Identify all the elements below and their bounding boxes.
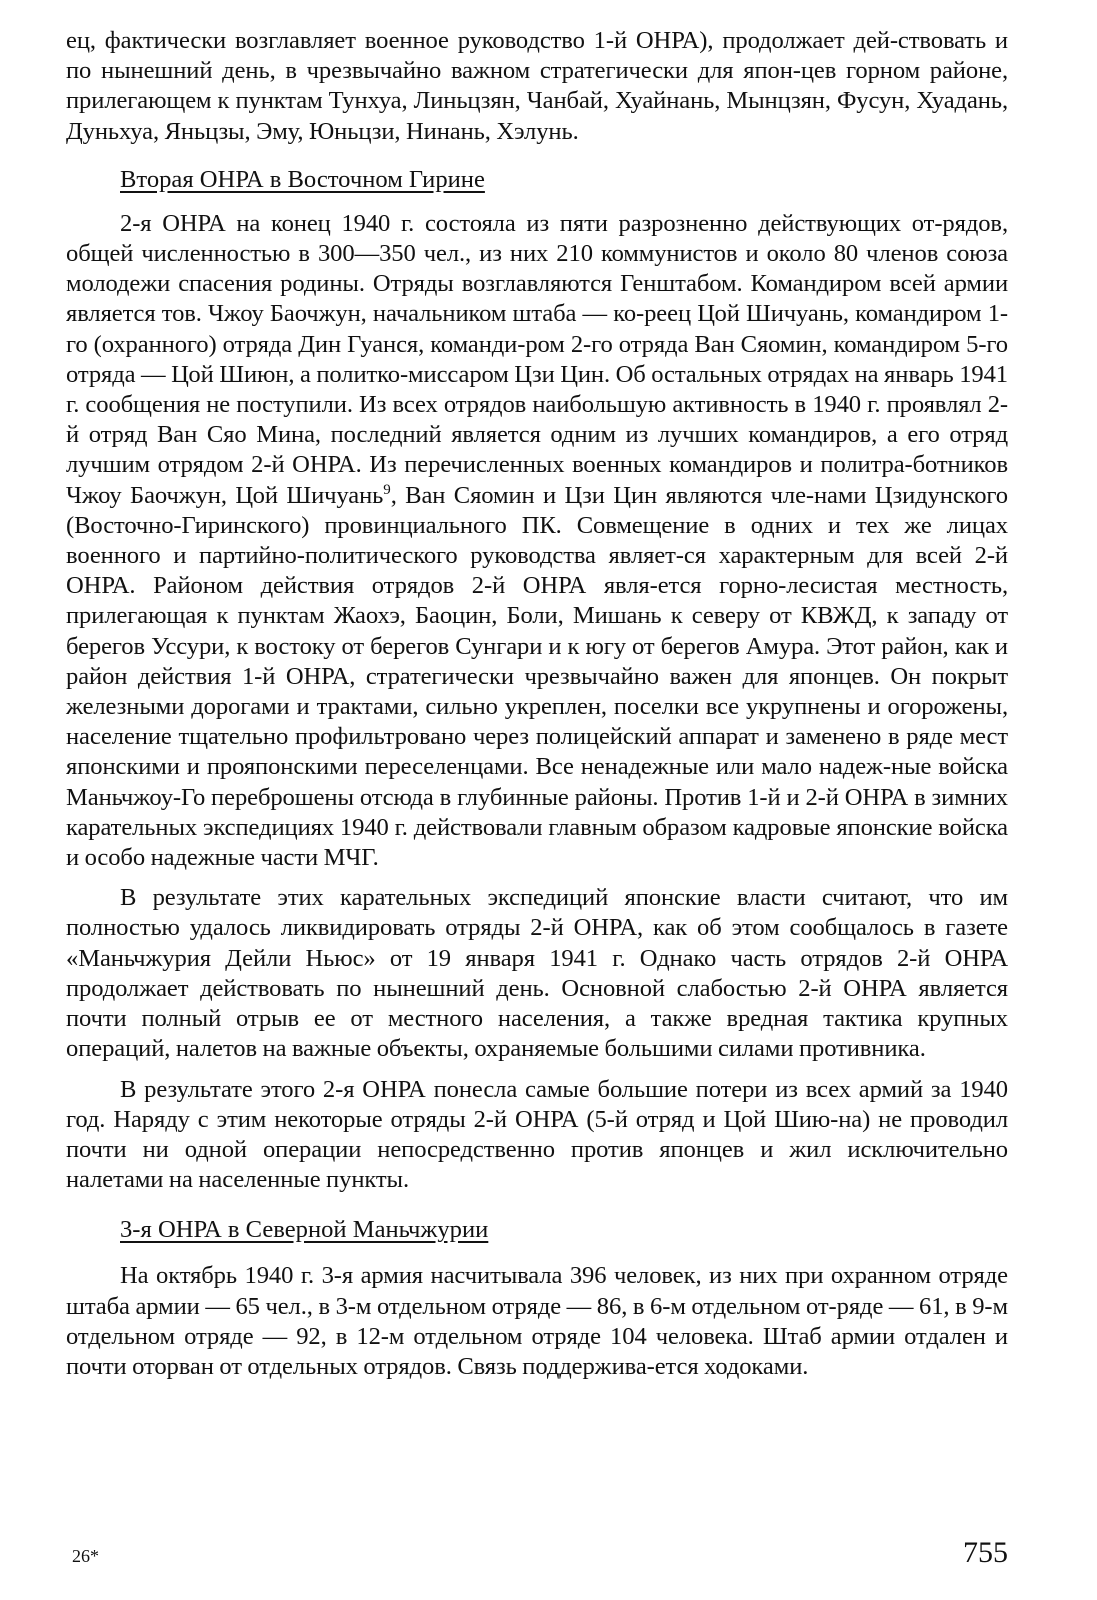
paragraph-text-part: 2-я ОНРА на конец 1940 г. состояла из пяти разрозненно действующих от-рядов, общей численностью в 300—350 чел., из них 210 коммунистов и около 80 членов союза молодежи спасения родины. Отряды возглавляются Генштабом. Командиром всей армии является тов. Чжоу Баочжун, начальником штаба — ко-реец Цой Шичуань, командиром 1-го (охранного) отряда Дин Гуанся, команди-ром 2-го отряда Ван Сяомин, командиром 5-го отряда — Цой Шиюн, а политко-миссаром Цзи Цин. Об остальных отрядах на январь 1941 г. сообщения не поступили. Из всех отрядов наибольшую активность в 1940 г. проявлял 2-й отряд Ван Сяо Мина, последний является одним из лучших командиров, а его отряд лучшим отрядом 2-й ОНРА. Из перечисленных военных командиров и политра-ботников Чжоу Баочжун, Цой Шичуань: [66, 209, 1008, 509]
document-page: [66, 26, 1008, 1382]
section-heading-second-onra: Вторая ОНРА в Восточном Гирине: [120, 165, 485, 193]
section-heading-third-onra: 3-я ОНРА в Северной Маньчжурии: [120, 1216, 489, 1244]
signature-mark: 26*: [72, 1546, 99, 1566]
section3-paragraph-1: На октябрь 1940 г. 3-я армия насчитывала 396 человек, из них при охранном отряде штаба армии — 65 чел., в 3-м отдельном отряде — 86, в 6-м отдельном от-ряде — 61, в 9-м отдельном отряде — 92, в 12-м отдельном отряде 104 человека. Штаб армии отдален и почти оторван от отдельных отрядов. Связь поддержива-ется ходоками.: [66, 1262, 1008, 1380]
section2-paragraph-1: [66, 209, 1008, 873]
paragraph-text-part: , Ван Сяомин и Цзи Цин являются чле-нами Цзидунского (Восточно-Гиринского) провинциального ПК. Совмещение в одних и тех же лицах военного и партийно-политического руководства являет-ся характерным для всей 2-й ОНРА. Районом действия отрядов 2-й ОНРА явля-ется горно-лесистая местность, прилегающая к пунктам Жаохэ, Баоцин, Боли, Мишань к северу от КВЖД, к западу от берегов Уссури, к востоку от берегов Сунгари и к югу от берегов Амура. Этот район, как и район действия 1-й ОНРА, стратегически чрезвычайно важен для японцев. Он покрыт железными дорогами и трактами, сильно укреплен, поселки все укрупнены и огорожены, население тщательно профильтровано через полицейский аппарат и заменено в ряде мест японскими и прояпонскими переселенцами. Все ненадежные или мало надеж-ные войска Маньчжоу-Го переброшены отсюда в глубинные районы. Против 1-й и 2-й ОНРА в зимних карательных экспедициях 1940 г. действовали главным образом кадровые японские войска и особо надежные части МЧГ.: [66, 481, 1008, 872]
page-number: 755: [963, 1536, 1008, 1569]
section2-paragraph-3: В результате этого 2-я ОНРА понесла самые большие потери из всех армий за 1940 год. Наряду с этим некоторые отряды 2-й ОНРА (5-й отряд и Цой Шию-на) не проводил почти ни одной операции непосредственно против японцев и жил исключительно налетами на населенные пункты.: [66, 1075, 1008, 1194]
footnote-marker: 9: [383, 481, 391, 498]
page-footer: [66, 1536, 1008, 1576]
intro-paragraph: ец, фактически возглавляет военное руководство 1-й ОНРА), продолжает дей-ствовать и по нынешний день, в чрезвычайно важном стратегически для япон-цев горном районе, прилегающем к пунктам Тунхуа, Линьцзян, Чанбай, Хуайнань, Мынцзян, Фусун, Хуадань, Дуньхуа, Яньцзы, Эму, Юньцзи, Нинань, Хэлунь.: [66, 27, 1008, 145]
section2-paragraph-2: В результате этих карательных экспедиций японские власти считают, что им полностью удалось ликвидировать отряды 2-й ОНРА, как об этом сообщалось в газете «Маньчжурия Дейли Ньюс» от 19 января 1941 г. Однако часть отрядов 2-й ОНРА продолжает действовать по нынешний день. Основной слабостью 2-й ОНРА является почти полный отрыв ее от местного населения, а также вредная тактика крупных операций, налетов на важные объекты, охраняемые большими силами противника.: [66, 884, 1008, 1063]
